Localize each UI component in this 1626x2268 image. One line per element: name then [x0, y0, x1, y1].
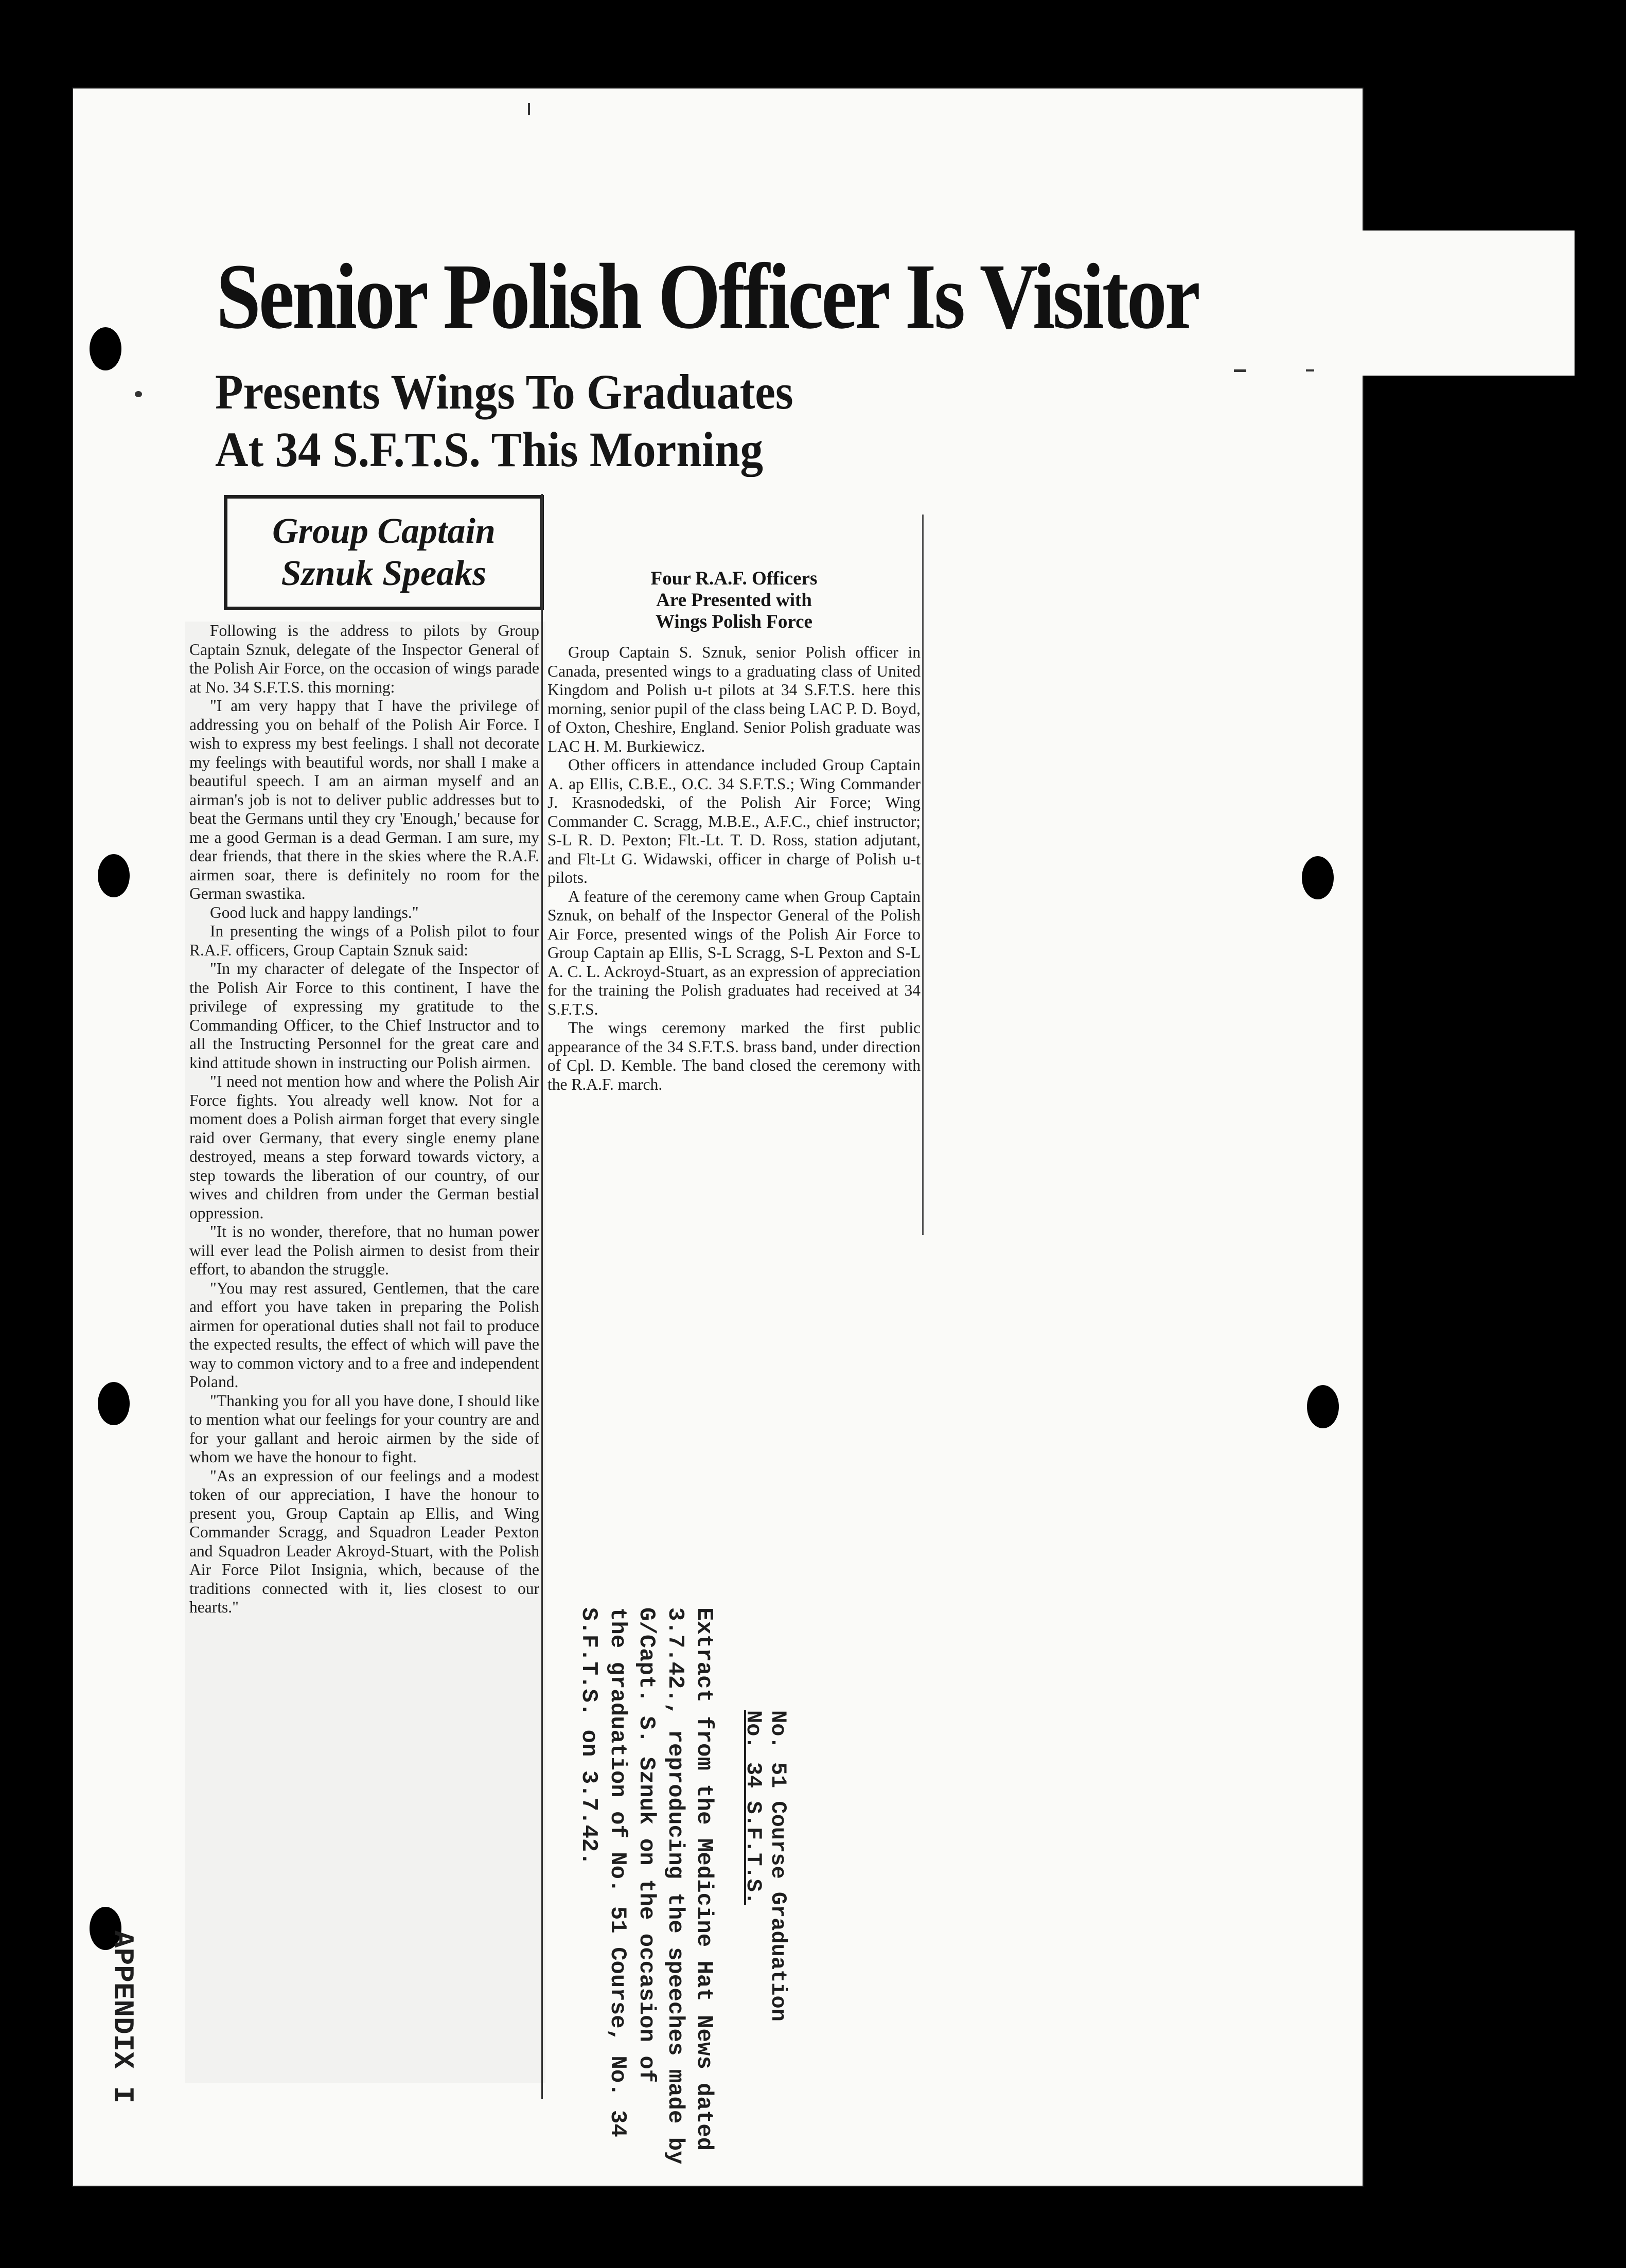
punch-hole	[90, 327, 121, 370]
punch-hole	[98, 1382, 130, 1425]
punch-hole	[1307, 1385, 1339, 1428]
paragraph: "In my character of delegate of the Inspector of the Polish Air Force to this continent, I have the privilege of expressing my gratitude to the Commanding Officer, to the Chief Instructor and to all the Instructing Personnel for the great care and kind attitude shown in instructing our Polish airmen.	[189, 960, 539, 1072]
paragraph: The wings ceremony marked the first public appearance of the 34 S.F.T.S. brass band, under direction of Cpl. D. Kemble. The band closed the ceremony with the R.A.F. march.	[547, 1019, 921, 1093]
subheadline-line-1: Presents Wings To Graduates	[215, 364, 793, 419]
paragraph: "Thanking you for all you have done, I should like to mention what our feelings for your country are and for your gallant and heroic airmen by the side of whom we have the honour to fight.	[189, 1391, 539, 1466]
paragraph: "I am very happy that I have the privilege of addressing you on behalf of the Polish Air Force. I wish to express my best feelings. I shall not decorate my feelings with beautiful words, nor shall I make a beautiful speech. I am an airman myself and an airman's job is not to deliver public addresses but to beat the Germans until they cry 'Enough,' because for me a good German is a dead German. I am sure, my dear friends, that there in the skies where the R.A.F. airmen soar, there is definitely no room for the German swastika.	[189, 697, 539, 902]
subheadline-line-2: At 34 S.F.T.S. This Morning	[215, 422, 764, 477]
course-line-2: No. 34 S.F.T.S.	[741, 1710, 766, 1905]
boxed-headline-line-2: Sznuk Speaks	[281, 554, 487, 593]
column-2-heading-line: Are Presented with	[656, 590, 812, 611]
paragraph: "As an expression of our feelings and a modest token of our appreciation, I have the honour to present you, Group Captain ap Ellis, and Wing Commander Scragg, and Squadron Leader Pexton and Squadron Leader Akroyd-Stuart, with the Polish Air Force Pilot Insignia, which, because of the traditions connected with it, lies closest to our hearts."	[189, 1466, 539, 1616]
column-2-heading-line: Four R.A.F. Officers	[650, 568, 818, 589]
paragraph: Group Captain S. Sznuk, senior Polish officer in Canada, presented wings to a graduating class of United Kingdom and Polish u-t pilots at 34 S.F.T.S. here this morning, senior pupil of the class being LAC P. D. Boyd, of Oxton, Cheshire, England. Senior Polish graduate was LAC H. M. Burkiewicz.	[547, 643, 921, 755]
extract-line: G/Capt. S. Sznuk on the occasion of	[633, 1607, 659, 2083]
appendix-label: APPENDIX I	[106, 1930, 139, 2104]
column-divider	[541, 494, 543, 2099]
paragraph: Following is the address to pilots by Group Captain Sznuk, delegate of the Inspector General of the Polish Air Force, on the occasion of wings parade at No. 34 S.F.T.S. this morning:	[189, 622, 539, 696]
paragraph: Good luck and happy landings."	[210, 903, 419, 922]
punch-hole	[98, 854, 130, 897]
extract-line: the graduation of No. 51 Course, No. 34	[605, 1607, 630, 2137]
paragraph: "I need not mention how and where the Polish Air Force fights. You already well know. Not for a moment does a Polish airman forget that every single raid over Germany, that every single enemy plane destroyed, means a step forward towards victory, a step towards the liberation of our country, of our wives and children from under the German bestial oppression.	[189, 1072, 539, 1222]
column-edge-rule	[922, 515, 924, 1235]
article-column-1	[189, 622, 539, 1617]
subheadline	[215, 363, 875, 479]
paragraph: "It is no wonder, therefore, that no human power will ever lead the Polish airmen to desist from their effort, to abandon the struggle.	[189, 1222, 539, 1278]
boxed-headline-line-1: Group Captain	[272, 511, 496, 551]
column-2-heading	[547, 568, 921, 633]
paragraph: "You may rest assured, Gentlemen, that the care and effort you have taken in preparing the Polish airmen for operational duties shall not fail to produce the expected results, the effect of which will pave the way to common victory and to a free and independent Poland.	[189, 1279, 539, 1391]
extract-line: Extract from the Medicine Hat News dated	[691, 1607, 717, 2151]
paragraph: In presenting the wings of a Polish pilot to four R.A.F. officers, Group Captain Sznuk said:	[189, 922, 539, 959]
paragraph: A feature of the ceremony came when Group Captain Sznuk, on behalf of the Inspector General of the Polish Air Force, presented wings of the Polish Air Force to Group Captain ap Ellis, S-L Scragg, S-L Pexton and S-L A. C. L. Ackroyd-Stuart, as an expression of appreciation for the training the Polish graduates had received at 34 S.F.T.S.	[547, 887, 921, 1018]
main-headline: Senior Polish Officer Is Visitor	[216, 245, 1198, 348]
extract-line: S.F.T.S. on 3.7.42.	[576, 1607, 602, 1866]
extract-line: 3.7.42., reproducing the speeches made by	[662, 1607, 688, 2165]
course-graduation-note	[741, 1710, 790, 2022]
extract-note	[574, 1607, 718, 2165]
boxed-headline	[224, 495, 544, 610]
headline-clipping-strip	[1358, 231, 1575, 376]
column-2-heading-line: Wings Polish Force	[656, 611, 812, 632]
speck	[135, 391, 142, 397]
article-column-2	[547, 568, 921, 1094]
course-line-1: No. 51 Course Graduation	[766, 1710, 790, 2022]
speck	[1306, 369, 1314, 371]
speck	[528, 103, 530, 115]
speck	[1234, 369, 1246, 372]
punch-hole	[1302, 856, 1334, 899]
paragraph: Other officers in attendance included Group Captain A. ap Ellis, C.B.E., O.C. 34 S.F.T.S.; Wing Commander J. Krasnodedski, of the Polish Air Force; Wing Commander C. Scragg, M.B.E., A.F.C., chief instructor; S-L R. D. Pexton; Flt.-Lt. T. D. Ross, station adjutant, and Flt-Lt G. Widawski, officer in charge of Polish u-t pilots.	[547, 756, 921, 887]
